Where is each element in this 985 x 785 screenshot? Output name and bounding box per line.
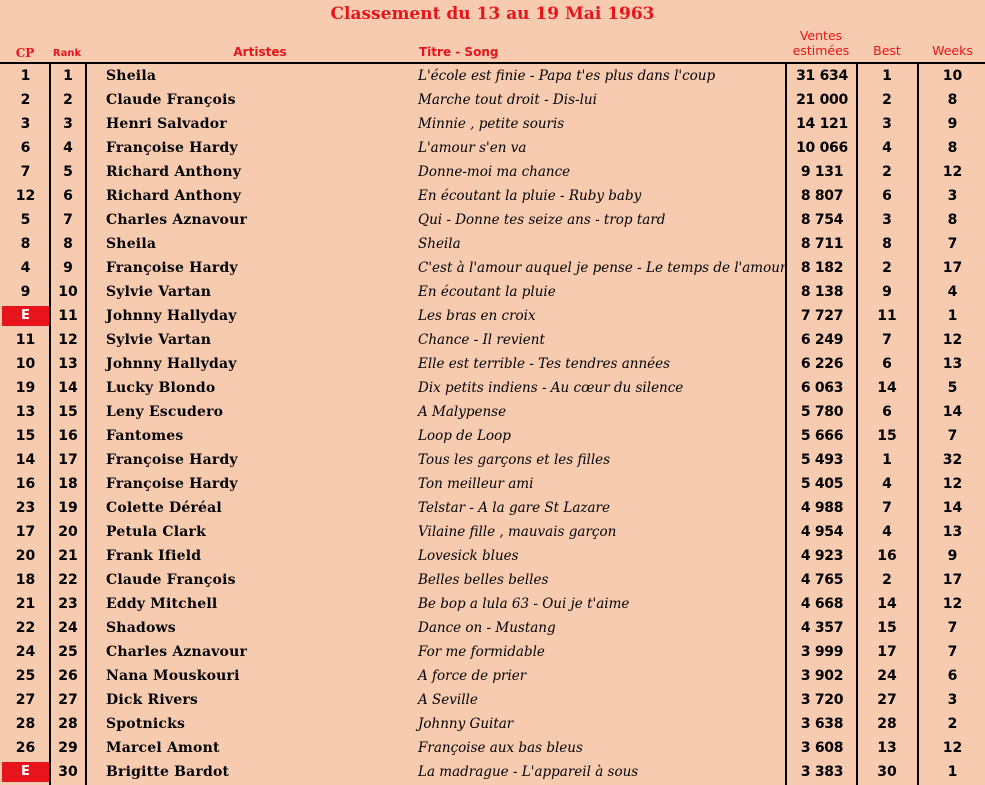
cell-sales: 9 131 (800, 164, 844, 180)
cell-artist: Richard Anthony (106, 188, 242, 204)
cell-best: 7 (882, 332, 892, 348)
cell-weeks: 4 (947, 284, 958, 300)
cell-sales: 3 638 (800, 716, 844, 732)
cell-best: 8 (882, 236, 892, 252)
cell-rank: 6 (63, 188, 73, 204)
cell-best: 4 (882, 476, 892, 492)
cell-rank: 2 (63, 92, 73, 108)
new-entry-badge: E (2, 762, 49, 782)
header-sales-line1: Ventes (799, 28, 843, 43)
cell-sales: 4 988 (800, 500, 844, 516)
cell-best: 2 (882, 260, 892, 276)
cell-best: 6 (882, 404, 892, 420)
cell-sales: 8 138 (800, 284, 844, 300)
cell-cp: 24 (15, 644, 36, 660)
cell-sales: 3 999 (800, 644, 844, 660)
cell-cp: 7 (20, 164, 31, 180)
cell-weeks: 10 (942, 68, 963, 84)
cell-artist: Nana Mouskouri (106, 668, 240, 684)
cell-cp: 10 (15, 356, 36, 372)
cell-song: A Seville (418, 692, 478, 708)
cell-cp: 20 (15, 548, 36, 564)
cell-weeks: 32 (942, 452, 963, 468)
table-row (0, 328, 985, 352)
cell-weeks: 3 (947, 188, 958, 204)
cell-artist: Françoise Hardy (106, 260, 238, 276)
cell-rank: 10 (58, 284, 78, 300)
table-row (0, 184, 985, 208)
cell-rank: 9 (63, 260, 73, 276)
cell-cp: 14 (15, 452, 36, 468)
cell-best: 17 (877, 644, 897, 660)
cell-artist: Sylvie Vartan (106, 332, 212, 348)
cell-cp: 18 (15, 572, 36, 588)
cell-cp: 22 (15, 620, 36, 636)
cell-song: Vilaine fille , mauvais garçon (418, 524, 617, 540)
cell-song: Loop de Loop (418, 428, 511, 444)
cell-rank: 20 (58, 524, 78, 540)
cell-best: 1 (882, 452, 892, 468)
cell-weeks: 12 (942, 740, 963, 756)
cell-best: 1 (882, 68, 892, 84)
table-row (0, 160, 985, 184)
cell-rank: 5 (63, 164, 73, 180)
cell-weeks: 9 (947, 548, 958, 564)
cell-best: 30 (877, 764, 897, 780)
cell-artist: Dick Rivers (106, 692, 199, 708)
cell-cp: 19 (15, 380, 36, 396)
cell-best: 6 (882, 356, 892, 372)
cell-song: La madrague - L'appareil à sous (418, 764, 639, 780)
cell-sales: 6 249 (800, 332, 844, 348)
cell-artist: Brigitte Bardot (106, 764, 230, 780)
cell-rank: 4 (63, 140, 73, 156)
cell-sales: 21 000 (796, 92, 848, 108)
cell-song: Elle est terrible - Tes tendres années (418, 356, 671, 372)
cell-weeks: 7 (947, 620, 958, 636)
cell-weeks: 2 (947, 716, 958, 732)
table-row (0, 136, 985, 160)
chart-title: Classement du 13 au 19 Mai 1963 (330, 4, 655, 24)
cell-artist: Shadows (106, 620, 176, 636)
cell-song: En écoutant la pluie (418, 284, 556, 300)
cell-artist: Françoise Hardy (106, 140, 238, 156)
cell-cp: 12 (15, 188, 36, 204)
cell-rank: 24 (58, 620, 78, 636)
cell-best: 27 (877, 692, 897, 708)
cell-cp: 26 (15, 740, 36, 756)
cell-weeks: 8 (947, 140, 958, 156)
cell-rank: 17 (58, 452, 78, 468)
cell-rank: 25 (58, 644, 78, 660)
cell-song: Donne-moi ma chance (418, 164, 571, 180)
cell-cp: 16 (15, 476, 36, 492)
cell-rank: 11 (58, 308, 78, 324)
cell-cp: 3 (20, 116, 31, 132)
cell-weeks: 6 (947, 668, 958, 684)
cell-artist: Charles Aznavour (106, 212, 248, 228)
cell-sales: 8 807 (800, 188, 844, 204)
header-weeks: Weeks (932, 43, 973, 58)
table-row (0, 88, 985, 112)
cell-weeks: 7 (947, 236, 958, 252)
cell-song: En écoutant la pluie - Ruby baby (418, 188, 642, 204)
cell-sales: 8 754 (800, 212, 844, 228)
table-row (0, 568, 985, 592)
cell-rank: 21 (58, 548, 78, 564)
cell-sales: 3 902 (800, 668, 844, 684)
table-row (0, 688, 985, 712)
cell-best: 2 (882, 572, 892, 588)
cell-best: 7 (882, 500, 892, 516)
cell-rank: 12 (58, 332, 78, 348)
cell-weeks: 12 (942, 164, 963, 180)
cell-artist: Henri Salvador (106, 116, 227, 132)
cell-artist: Charles Aznavour (106, 644, 248, 660)
table-row (0, 544, 985, 568)
cell-sales: 3 608 (800, 740, 844, 756)
cell-best: 15 (877, 428, 897, 444)
cell-best: 4 (882, 524, 892, 540)
cell-artist: Françoise Hardy (106, 452, 238, 468)
table-row (0, 64, 985, 88)
cell-rank: 1 (63, 68, 73, 84)
table-row (0, 760, 985, 784)
cell-best: 2 (882, 164, 892, 180)
cell-rank: 8 (63, 236, 73, 252)
cell-song: Qui - Donne tes seize ans - trop tard (418, 212, 666, 228)
table-row (0, 208, 985, 232)
cell-artist: Frank Ifield (106, 548, 202, 564)
cell-sales: 31 634 (796, 68, 848, 84)
cell-song: Ton meilleur ami (418, 476, 534, 492)
cell-artist: Sylvie Vartan (106, 284, 212, 300)
cell-artist: Françoise Hardy (106, 476, 238, 492)
cell-artist: Petula Clark (106, 524, 206, 540)
table-row (0, 592, 985, 616)
table-row (0, 448, 985, 472)
cell-song: Les bras en croix (418, 308, 536, 324)
cell-sales: 4 923 (800, 548, 844, 564)
cell-cp: 17 (15, 524, 36, 540)
table-row (0, 472, 985, 496)
cell-song: Be bop a lula 63 - Oui je t'aime (418, 596, 630, 612)
cell-cp: 13 (15, 404, 36, 420)
cell-weeks: 12 (942, 332, 963, 348)
cell-sales: 5 666 (800, 428, 844, 444)
cell-cp: 23 (15, 500, 36, 516)
cell-song: Dix petits indiens - Au cœur du silence (418, 380, 684, 396)
cell-weeks: 3 (947, 692, 958, 708)
cell-best: 14 (877, 596, 897, 612)
cell-weeks: 7 (947, 428, 958, 444)
cell-song: Chance - Il revient (418, 332, 545, 348)
table-row (0, 256, 985, 280)
cell-best: 4 (882, 140, 892, 156)
cell-cp: 9 (20, 284, 31, 300)
table-row (0, 640, 985, 664)
header-rank: Rank (52, 48, 82, 59)
cell-sales: 14 121 (796, 116, 848, 132)
table-row (0, 616, 985, 640)
cell-weeks: 8 (947, 212, 958, 228)
cell-song: Dance on - Mustang (418, 620, 556, 636)
cell-artist: Fantomes (106, 428, 184, 444)
cell-artist: Richard Anthony (106, 164, 242, 180)
cell-rank: 7 (63, 212, 73, 228)
cell-song: Sheila (418, 236, 461, 252)
cell-weeks: 14 (942, 500, 963, 516)
cell-song: C'est à l'amour auquel je pense - Le temps de l'amour (418, 260, 787, 276)
cell-rank: 22 (58, 572, 78, 588)
header-sales (787, 28, 855, 58)
cell-best: 11 (877, 308, 897, 324)
new-entry-badge: E (2, 306, 49, 326)
cell-cp: 11 (15, 332, 36, 348)
table-row (0, 496, 985, 520)
header-best: Best (873, 43, 901, 58)
cell-sales: 5 780 (800, 404, 844, 420)
cell-sales: 5 405 (800, 476, 844, 492)
cell-best: 6 (882, 188, 892, 204)
cell-best: 28 (877, 716, 897, 732)
cell-rank: 13 (58, 356, 78, 372)
table-row (0, 664, 985, 688)
table-body (0, 64, 985, 784)
cell-cp: 1 (20, 68, 31, 84)
header-artist: Artistes (233, 45, 287, 59)
table-row (0, 736, 985, 760)
cell-cp: 8 (20, 236, 31, 252)
cell-sales: 8 182 (800, 260, 844, 276)
cell-rank: 23 (58, 596, 78, 612)
cell-best: 13 (877, 740, 897, 756)
table-row (0, 352, 985, 376)
header-song: Titre - Song (419, 45, 499, 59)
table-row (0, 400, 985, 424)
cell-rank: 27 (58, 692, 78, 708)
cell-cp: 6 (20, 140, 31, 156)
cell-weeks: 17 (942, 260, 963, 276)
cell-artist: Johnny Hallyday (106, 308, 237, 324)
cell-song: Françoise aux bas bleus (418, 740, 583, 756)
cell-cp: 28 (15, 716, 36, 732)
cell-sales: 5 493 (800, 452, 844, 468)
cell-song: Minnie , petite souris (418, 116, 565, 132)
cell-cp: 21 (15, 596, 36, 612)
cell-artist: Sheila (106, 68, 157, 84)
cell-song: A force de prier (418, 668, 527, 684)
cell-rank: 28 (58, 716, 78, 732)
cell-artist: Claude François (106, 92, 236, 108)
cell-sales: 6 063 (800, 380, 844, 396)
cell-song: Marche tout droit - Dis-lui (418, 92, 597, 108)
cell-sales: 7 727 (800, 308, 844, 324)
cell-artist: Johnny Hallyday (106, 356, 237, 372)
cell-cp: 15 (15, 428, 36, 444)
cell-sales: 4 765 (800, 572, 844, 588)
cell-cp: 4 (20, 260, 31, 276)
cell-sales: 4 668 (800, 596, 844, 612)
cell-rank: 15 (58, 404, 78, 420)
cell-song: Johnny Guitar (418, 716, 514, 732)
table-row (0, 376, 985, 400)
cell-song: Lovesick blues (418, 548, 519, 564)
table-row (0, 520, 985, 544)
cell-cp: 2 (20, 92, 31, 108)
cell-best: 3 (882, 212, 892, 228)
cell-cp: 27 (15, 692, 36, 708)
cell-weeks: 9 (947, 116, 958, 132)
cell-artist: Sheila (106, 236, 157, 252)
cell-best: 24 (877, 668, 897, 684)
cell-rank: 16 (58, 428, 78, 444)
cell-sales: 10 066 (796, 140, 848, 156)
cell-song: A Malypense (418, 404, 507, 420)
table-row (0, 712, 985, 736)
cell-rank: 3 (63, 116, 73, 132)
cell-artist: Eddy Mitchell (106, 596, 218, 612)
cell-weeks: 13 (942, 524, 963, 540)
cell-weeks: 12 (942, 476, 963, 492)
cell-song: Tous les garçons et les filles (418, 452, 611, 468)
table-row (0, 280, 985, 304)
header-cp: CP (15, 46, 35, 60)
cell-song: For me formidable (418, 644, 545, 660)
cell-song: L'amour s'en va (418, 140, 527, 156)
cell-sales: 6 226 (800, 356, 844, 372)
cell-rank: 29 (58, 740, 78, 756)
cell-song: Belles belles belles (418, 572, 549, 588)
cell-weeks: 1 (947, 308, 958, 324)
cell-weeks: 1 (947, 764, 958, 780)
cell-sales: 4 954 (800, 524, 844, 540)
cell-weeks: 14 (942, 404, 963, 420)
cell-weeks: 8 (947, 92, 958, 108)
cell-best: 2 (882, 92, 892, 108)
cell-weeks: 17 (942, 572, 963, 588)
cell-rank: 14 (58, 380, 78, 396)
cell-best: 16 (877, 548, 897, 564)
cell-sales: 3 383 (800, 764, 844, 780)
cell-song: Telstar - A la gare St Lazare (418, 500, 610, 516)
cell-best: 14 (877, 380, 897, 396)
header-sales-line2: estimées (792, 43, 850, 58)
cell-weeks: 7 (947, 644, 958, 660)
cell-artist: Marcel Amont (106, 740, 220, 756)
cell-cp: 5 (20, 212, 31, 228)
cell-sales: 3 720 (800, 692, 844, 708)
cell-artist: Spotnicks (106, 716, 186, 732)
cell-artist: Lucky Blondo (106, 380, 216, 396)
table-row (0, 304, 985, 328)
cell-best: 15 (877, 620, 897, 636)
cell-best: 9 (882, 284, 892, 300)
cell-sales: 4 357 (800, 620, 844, 636)
cell-rank: 18 (58, 476, 78, 492)
cell-weeks: 5 (947, 380, 958, 396)
cell-cp: 25 (15, 668, 36, 684)
cell-best: 3 (882, 116, 892, 132)
table-row (0, 112, 985, 136)
cell-artist: Colette Déréal (106, 500, 222, 516)
cell-artist: Claude François (106, 572, 236, 588)
cell-rank: 30 (58, 764, 78, 780)
cell-rank: 19 (58, 500, 78, 516)
cell-song: L'école est finie - Papa t'es plus dans l'coup (418, 68, 716, 84)
table-row (0, 232, 985, 256)
cell-sales: 8 711 (800, 236, 844, 252)
cell-artist: Leny Escudero (106, 404, 224, 420)
cell-weeks: 12 (942, 596, 963, 612)
cell-rank: 26 (58, 668, 78, 684)
table-row (0, 424, 985, 448)
cell-weeks: 13 (942, 356, 963, 372)
